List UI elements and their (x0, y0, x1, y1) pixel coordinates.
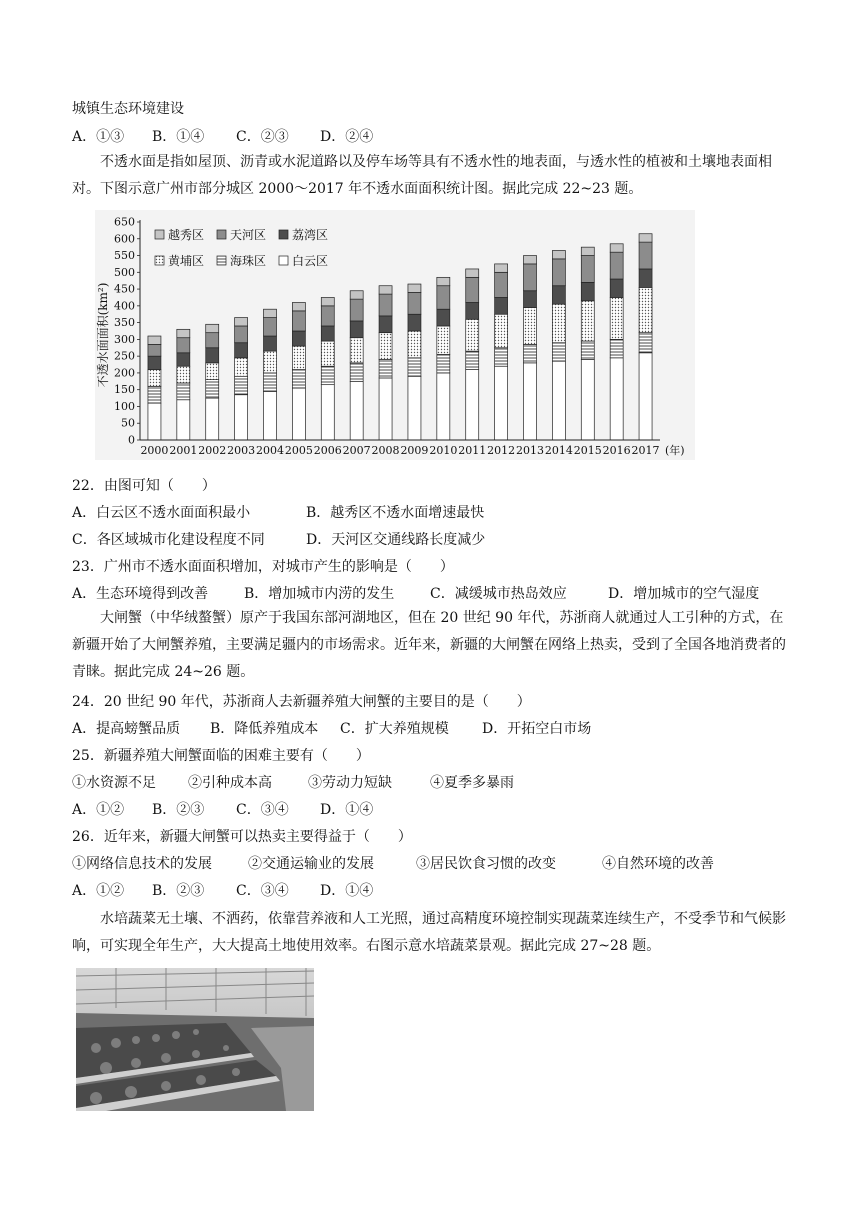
q26-item-4: ④自然环境的改善 (602, 856, 714, 872)
bar-segment-黄埔区 (524, 308, 537, 345)
q26-option-a[interactable]: A．①② (72, 883, 125, 899)
bar-segment-天河区 (466, 277, 479, 302)
bar-segment-荔湾区 (408, 314, 421, 331)
impervious-surface-chart (95, 210, 695, 460)
bar-segment-白云区 (235, 395, 248, 440)
y-axis-label: 不透水面面积(km²) (96, 282, 110, 388)
legend-label: 海珠区 (230, 254, 267, 268)
x-tick-label: 2001 (169, 444, 198, 457)
legend-label: 黄埔区 (168, 254, 205, 268)
x-tick-label: 2004 (256, 444, 284, 457)
q24-option-d[interactable]: D．开拓空白市场 (482, 721, 592, 737)
q26-item-1: ①网络信息技术的发展 (72, 856, 212, 872)
bar-segment-白云区 (437, 373, 450, 440)
q24-option-a[interactable]: A．提高螃蟹品质 (72, 721, 181, 737)
x-tick-label: 2006 (313, 444, 342, 457)
q23-option-d[interactable]: D．增加城市的空气湿度 (608, 586, 760, 602)
bar-segment-荔湾区 (350, 321, 363, 338)
q25-item-4: ④夏季多暴雨 (430, 775, 514, 791)
bar-segment-天河区 (177, 338, 190, 353)
y-tick-label: 50 (121, 416, 135, 430)
bar-segment-海珠区 (206, 380, 219, 398)
bar-segment-白云区 (350, 381, 363, 440)
bar-segment-海珠区 (495, 348, 508, 366)
y-tick-label: 200 (114, 366, 135, 380)
q25-option-d[interactable]: D．①④ (320, 802, 374, 818)
bar-segment-越秀区 (321, 297, 334, 305)
legend-swatch (279, 256, 288, 265)
q26-items (72, 854, 714, 874)
bar-segment-荔湾区 (495, 297, 508, 314)
q22-options-row1 (72, 503, 484, 523)
bar-segment-海珠区 (524, 344, 537, 362)
hydroponic-greenhouse-photo (76, 968, 314, 1111)
bar-segment-海珠区 (408, 358, 421, 376)
bar-segment-天河区 (264, 318, 277, 336)
bar-segment-越秀区 (581, 247, 594, 255)
bar-segment-越秀区 (408, 284, 421, 292)
bar-segment-黄埔区 (235, 358, 248, 376)
x-unit-label: (年) (665, 444, 685, 457)
bar-segment-天河区 (292, 311, 305, 331)
q22-option-d[interactable]: D．天河区交通线路长度减少 (306, 532, 486, 548)
q24-stem: 24．20 世纪 90 年代，苏浙商人去新疆养殖大闸蟹的主要目的是（ ） (72, 694, 531, 710)
bar-segment-黄埔区 (379, 333, 392, 360)
bar-segment-黄埔区 (292, 346, 305, 369)
bar-segment-黄埔区 (264, 351, 277, 373)
bar-segment-天河区 (321, 306, 334, 326)
q24-option-b[interactable]: B．降低养殖成本 (210, 721, 319, 737)
q25-item-1: ①水资源不足 (72, 775, 156, 791)
bar-segment-荔湾区 (206, 348, 219, 363)
bar-segment-越秀区 (495, 264, 508, 272)
legend-label: 荔湾区 (292, 228, 329, 242)
bar-segment-越秀区 (264, 309, 277, 317)
y-tick-label: 100 (114, 399, 135, 413)
bar-segment-越秀区 (552, 251, 565, 259)
bar-segment-越秀区 (177, 329, 190, 337)
legend-label: 越秀区 (168, 228, 205, 242)
bar-segment-白云区 (495, 366, 508, 440)
bar-segment-荔湾区 (264, 336, 277, 351)
legend-swatch (217, 256, 226, 265)
bar-segment-黄埔区 (148, 370, 161, 387)
q25-options (72, 800, 373, 820)
bar-segment-黄埔区 (321, 341, 334, 366)
bar-segment-黄埔区 (581, 301, 594, 341)
q21-option-b[interactable]: B．①④ (152, 129, 205, 145)
q21-option-c[interactable]: C．②③ (236, 129, 289, 145)
bar-segment-荔湾区 (610, 279, 623, 297)
q24-option-c[interactable]: C．扩大养殖规模 (340, 721, 449, 737)
q26-options (72, 881, 373, 901)
x-tick-label: 2013 (516, 444, 544, 457)
x-tick-label: 2008 (371, 444, 400, 457)
y-tick-label: 300 (114, 332, 135, 346)
bar-segment-天河区 (639, 242, 652, 269)
x-tick-label: 2005 (284, 444, 313, 457)
q24-options (72, 719, 591, 739)
q23-option-a[interactable]: A．生态环境得到改善 (72, 586, 209, 602)
y-tick-label: 350 (114, 316, 135, 330)
q23-stem: 23．广州市不透水面面积增加，对城市产生的影响是（ ） (72, 559, 454, 575)
x-tick-label: 2015 (573, 444, 602, 457)
q22-stem: 22．由图可知（ ） (72, 478, 216, 494)
legend-swatch (155, 256, 164, 265)
bar-segment-天河区 (350, 299, 363, 321)
header-line: 城镇生态环境建设 (72, 101, 184, 117)
bar-segment-越秀区 (524, 256, 537, 264)
bar-segment-荔湾区 (321, 326, 334, 341)
bar-segment-白云区 (264, 391, 277, 440)
bar-segment-天河区 (148, 344, 161, 356)
bar-segment-白云区 (148, 403, 161, 440)
bar-segment-黄埔区 (206, 363, 219, 380)
legend-swatch (155, 230, 164, 239)
bar-segment-黄埔区 (408, 331, 421, 358)
bar-segment-荔湾区 (148, 356, 161, 369)
q26-option-d[interactable]: D．①④ (320, 883, 374, 899)
bar-segment-黄埔区 (466, 319, 479, 351)
bar-segment-越秀区 (148, 336, 161, 344)
bar-segment-海珠区 (264, 373, 277, 391)
bar-segment-黄埔区 (177, 366, 190, 383)
x-tick-label: 2010 (429, 444, 458, 457)
q25-option-a[interactable]: A．①② (72, 802, 125, 818)
bar-segment-越秀区 (206, 324, 219, 332)
bar-segment-海珠区 (581, 341, 594, 359)
q23-options (72, 584, 759, 604)
bar-segment-海珠区 (350, 363, 363, 381)
x-tick-label: 2012 (487, 444, 516, 457)
y-tick-label: 600 (114, 232, 135, 246)
q22-option-a[interactable]: A．白云区不透水面面积最小 (72, 505, 251, 521)
y-tick-label: 450 (114, 282, 135, 296)
bar-segment-荔湾区 (466, 302, 479, 319)
bar-segment-天河区 (235, 326, 248, 343)
bar-segment-海珠区 (466, 351, 479, 369)
bar-segment-白云区 (408, 376, 421, 440)
bar-segment-荔湾区 (235, 343, 248, 358)
bar-segment-白云区 (466, 370, 479, 440)
bar-segment-荔湾区 (437, 309, 450, 326)
x-tick-label: 2000 (140, 444, 169, 457)
bar-segment-天河区 (379, 294, 392, 316)
q25-option-c[interactable]: C．③④ (236, 802, 289, 818)
q25-item-2: ②引种成本高 (188, 775, 272, 791)
bar-segment-白云区 (379, 378, 392, 440)
bar-segment-黄埔区 (350, 338, 363, 363)
stacked-bar-chart (95, 210, 695, 460)
x-tick-label: 2007 (342, 444, 371, 457)
y-tick-label: 150 (114, 383, 135, 397)
y-tick-label: 400 (114, 299, 135, 313)
bar-segment-白云区 (206, 398, 219, 440)
bar-segment-白云区 (610, 358, 623, 440)
bar-segment-白云区 (321, 385, 334, 440)
bar-segment-海珠区 (610, 339, 623, 357)
q21-option-a[interactable]: A．①③ (72, 129, 125, 145)
bar-segment-海珠区 (292, 370, 305, 388)
bar-segment-荔湾区 (292, 331, 305, 346)
bar-segment-海珠区 (552, 343, 565, 361)
x-tick-label: 2014 (544, 444, 573, 457)
q26-item-2: ②交通运输业的发展 (248, 856, 374, 872)
y-tick-label: 250 (114, 349, 135, 363)
bar-segment-越秀区 (379, 286, 392, 294)
greenhouse-image (76, 968, 314, 1111)
q26-option-b[interactable]: B．②③ (152, 883, 205, 899)
bar-segment-天河区 (495, 272, 508, 297)
q22-option-c[interactable]: C．各区域城市化建设程度不同 (72, 532, 265, 548)
bar-segment-白云区 (581, 360, 594, 440)
bar-segment-海珠区 (437, 354, 450, 372)
bar-segment-越秀区 (639, 234, 652, 242)
y-tick-label: 550 (114, 249, 135, 263)
bar-segment-白云区 (292, 388, 305, 440)
x-tick-label: 2017 (631, 444, 660, 457)
bar-segment-越秀区 (610, 244, 623, 252)
bar-segment-黄埔区 (610, 297, 623, 339)
q21-option-d[interactable]: D．②④ (320, 129, 374, 145)
bar-segment-越秀区 (350, 291, 363, 299)
legend-swatch (217, 230, 226, 239)
bar-segment-白云区 (524, 363, 537, 440)
q23-option-c[interactable]: C．减缓城市热岛效应 (430, 586, 567, 602)
passage-impervious-surface: 不透水面是指如屋顶、沥青或水泥道路以及停车场等具有不透水性的地表面，与透水性的植被和土壤地表面相对。下图示意广州市部分城区 2000～2017 年不透水面面积统计图。据此完成 22~23 题。 (72, 154, 772, 197)
y-tick-label: 0 (128, 433, 135, 447)
x-tick-label: 2011 (458, 444, 487, 457)
q21-options (72, 127, 373, 147)
q22-options-row2 (72, 530, 485, 550)
bar-segment-荔湾区 (524, 291, 537, 308)
bar-segment-天河区 (206, 333, 219, 348)
bar-segment-天河区 (524, 264, 537, 291)
bar-segment-荔湾区 (379, 316, 392, 333)
bar-segment-荔湾区 (639, 269, 652, 287)
bar-segment-天河区 (552, 259, 565, 286)
bar-segment-白云区 (639, 353, 652, 440)
x-tick-label: 2016 (602, 444, 631, 457)
bar-segment-越秀区 (437, 277, 450, 285)
passage-hydroponic: 水培蔬菜无土壤、不洒药，依靠营养液和人工光照，通过高精度环境控制实现蔬菜连续生产，不受季节和气候影响，可实现全年生产，大大提高土地使用效率。右图示意水培蔬菜景观。据此完成 27~28 题。 (72, 911, 786, 954)
bar-segment-黄埔区 (552, 304, 565, 343)
bar-segment-黄埔区 (639, 287, 652, 332)
x-tick-label: 2002 (198, 444, 227, 457)
passage-hairy-crab: 大闸蟹（中华绒螯蟹）原产于我国东部河湖地区，但在 20 世纪 90 年代，苏浙商人就通过人工引种的方式，在新疆开始了大闸蟹养殖，主要满足疆内的市场需求。近年来，新疆的大闸蟹在网络上热卖，受到了全国各地消费者的青睐。据此完成 24~26 题。 (72, 610, 786, 680)
bar-segment-越秀区 (466, 269, 479, 277)
q22-option-b[interactable]: B．越秀区不透水面增速最快 (306, 505, 485, 521)
bar-segment-天河区 (610, 252, 623, 279)
q25-option-b[interactable]: B．②③ (152, 802, 205, 818)
q25-items (72, 773, 514, 793)
q25-stem: 25．新疆养殖大闸蟹面临的困难主要有（ ） (72, 748, 370, 764)
y-tick-label: 500 (114, 265, 135, 279)
bar-segment-黄埔区 (495, 314, 508, 348)
bar-segment-海珠区 (639, 333, 652, 353)
q26-stem: 26．近年来，新疆大闸蟹可以热卖主要得益于（ ） (72, 829, 412, 845)
bar-segment-白云区 (177, 400, 190, 440)
bar-segment-海珠区 (177, 383, 190, 400)
legend-label: 天河区 (230, 228, 267, 242)
bar-segment-越秀区 (235, 318, 248, 326)
y-tick-label: 650 (114, 215, 135, 229)
bar-segment-天河区 (437, 286, 450, 309)
q26-option-c[interactable]: C．③④ (236, 883, 289, 899)
bar-segment-海珠区 (379, 360, 392, 378)
bar-segment-天河区 (408, 292, 421, 314)
bar-segment-荔湾区 (177, 353, 190, 366)
x-tick-label: 2003 (227, 444, 256, 457)
bar-segment-荔湾区 (552, 286, 565, 304)
q25-item-3: ③劳动力短缺 (308, 775, 392, 791)
bar-segment-白云区 (552, 361, 565, 440)
bar-segment-黄埔区 (437, 326, 450, 355)
legend-swatch (279, 230, 288, 239)
q26-item-3: ③居民饮食习惯的改变 (416, 856, 556, 872)
bar-segment-天河区 (581, 256, 594, 283)
bar-segment-荔湾区 (581, 282, 594, 300)
bar-segment-海珠区 (148, 386, 161, 403)
bar-segment-海珠区 (235, 376, 248, 394)
bar-segment-海珠区 (321, 366, 334, 384)
q23-option-b[interactable]: B．增加城市内涝的发生 (244, 586, 395, 602)
bar-segment-越秀区 (292, 302, 305, 310)
x-tick-label: 2009 (400, 444, 429, 457)
legend-label: 白云区 (292, 254, 329, 268)
